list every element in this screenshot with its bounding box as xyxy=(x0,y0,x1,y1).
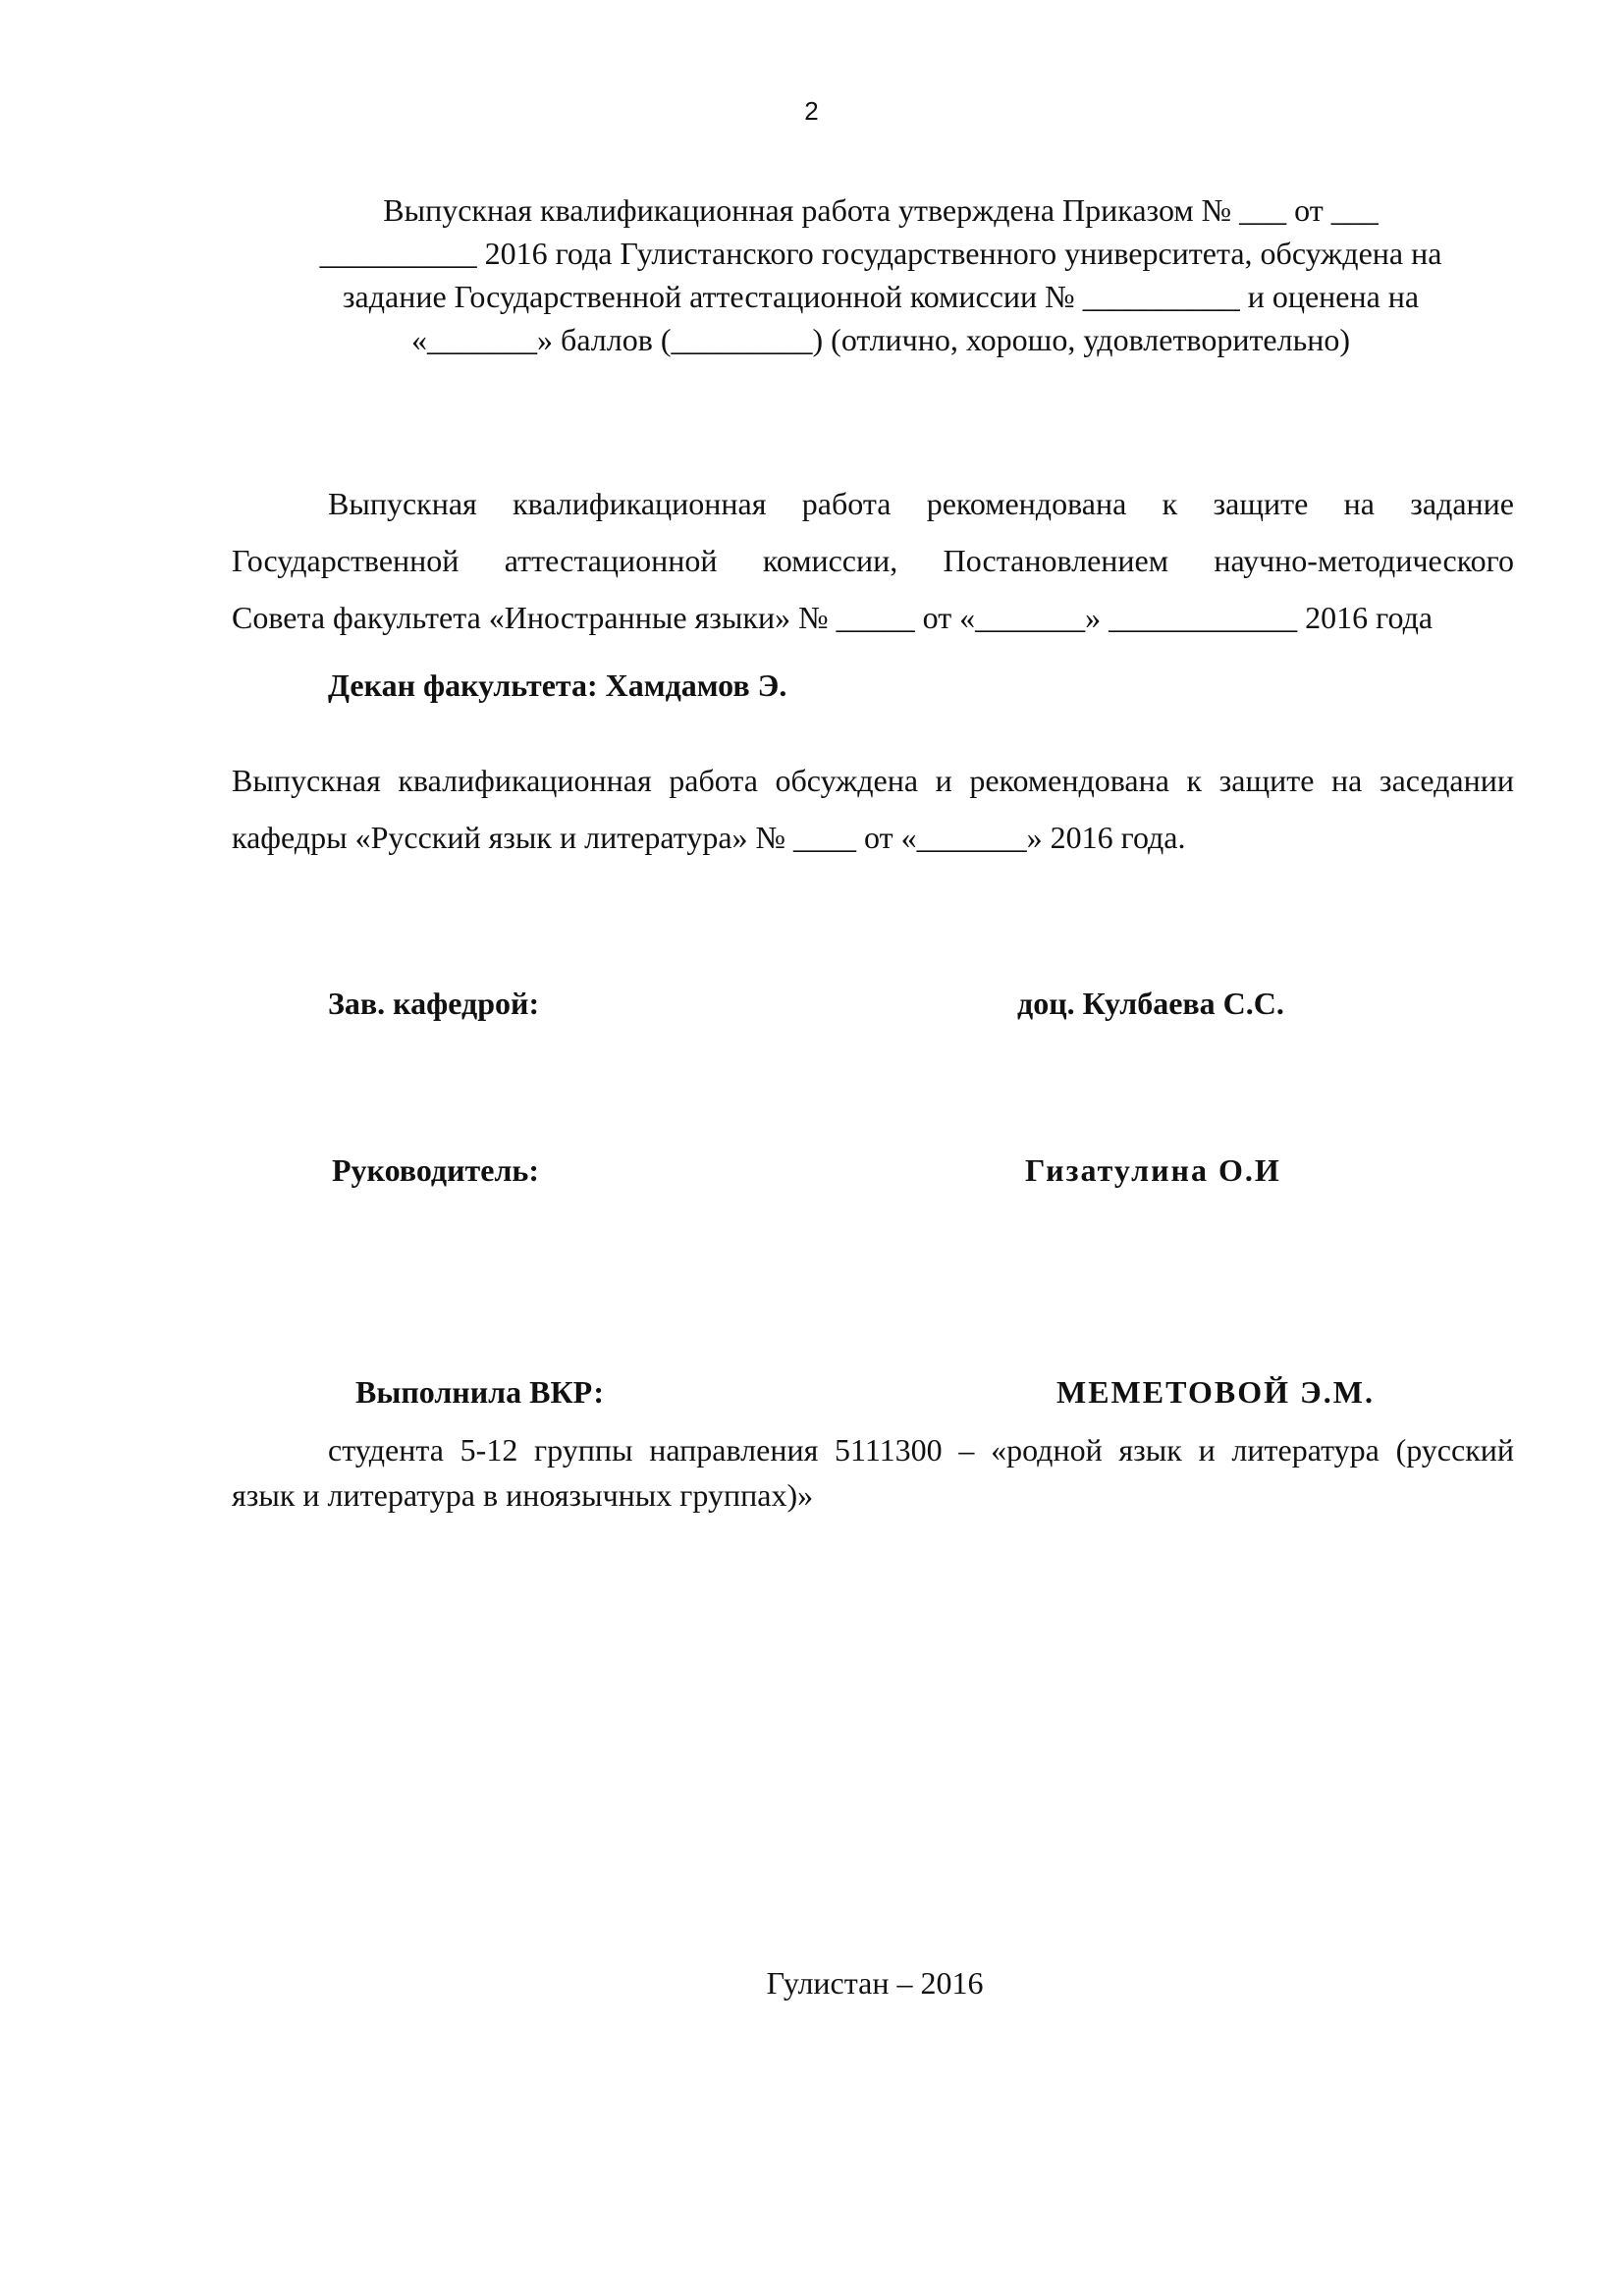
recommendation-line: Выпускная квалификационная работа рекомендована к защите на задание xyxy=(328,486,1514,521)
page-number: 2 xyxy=(804,96,819,126)
recommendation-line: Государственной аттестационной комиссии, Постановлением научно-методического xyxy=(232,543,1514,578)
department-paragraph xyxy=(232,752,1514,866)
student-info-paragraph xyxy=(232,1427,1514,1518)
supervisor-label: Руководитель: xyxy=(332,1152,539,1188)
recommendation-line: Совета факультета «Иностранные языки» № _____ от «_______» ____________ 2016 года xyxy=(232,600,1434,635)
head-of-department-label: Зав. кафедрой: xyxy=(328,986,540,1021)
recommendation-paragraph xyxy=(232,475,1514,646)
student-info-line: студента 5-12 группы направления 5111300 – «родной язык и литература (русский xyxy=(328,1432,1514,1468)
approval-line: задание Государственной аттестационной комиссии № __________ и оценена на xyxy=(342,279,1420,314)
performer-label: Выполнила ВКР: xyxy=(355,1374,605,1410)
performer-name: МЕМЕТОВОЙ Э.М. xyxy=(1056,1374,1375,1410)
head-of-department-name: доц. Кулбаева С.С. xyxy=(1017,986,1284,1021)
approval-line: «_______» баллов (_________) (отлично, хорошо, удовлетворительно) xyxy=(411,322,1350,357)
approval-line: __________ 2016 года Гулистанского государственного университета, обсуждена на xyxy=(319,236,1442,271)
department-line: Выпускная квалификационная работа обсуждена и рекомендована к защите на заседании xyxy=(232,763,1514,798)
place-and-year: Гулистан – 2016 xyxy=(766,1965,984,2001)
approval-statement xyxy=(277,188,1485,361)
dean-signature: Декан факультета: Хамдамов Э. xyxy=(328,667,787,703)
supervisor-name: Гизатулина О.И xyxy=(1025,1152,1281,1188)
approval-line: Выпускная квалификационная работа утверждена Приказом № ___ от ___ xyxy=(383,192,1379,228)
student-info-line: язык и литература в иноязычных группах)» xyxy=(232,1477,814,1513)
department-line: кафедры «Русский язык и литература» № ____ от «_______» 2016 года. xyxy=(232,820,1186,855)
